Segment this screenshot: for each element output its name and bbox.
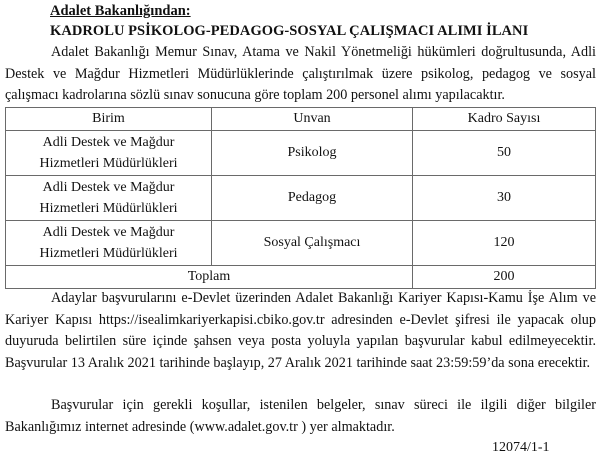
total-label: Toplam — [6, 266, 413, 289]
cell-unvan: Psikolog — [212, 131, 413, 176]
header-unvan: Unvan — [212, 108, 413, 131]
birim-line: Adli Destek ve Mağdur — [42, 179, 175, 195]
cell-kadro: 120 — [413, 221, 596, 266]
cell-unvan: Sosyal Çalışmacı — [212, 221, 413, 266]
table-total-row — [6, 266, 596, 289]
table-header-row — [6, 108, 596, 131]
cell-birim — [6, 131, 212, 176]
table-row — [6, 176, 596, 221]
intro-paragraph: Adalet Bakanlığı Memur Sınav, Atama ve Nakil Yönetmeliği hükümleri doğrultusunda, Adli Destek ve Mağdur Hizmetleri Müdürlüklerinde çalıştırılmak üzere psikolog, pedagog ve sosyal çalışmacı kadrolarına sözlü sınav sonucuna göre toplam 200 personel alımı yapılacaktır. — [5, 44, 596, 103]
birim-line: Hizmetleri Müdürlükleri — [39, 201, 178, 216]
header-kadro-sayisi: Kadro Sayısı — [413, 108, 596, 131]
birim-line: Adli Destek ve Mağdur — [42, 224, 175, 240]
application-paragraph: Adaylar başvurularını e-Devlet üzerinden Adalet Bakanlığı Kariyer Kapısı-Kamu İşe Alım ve Kariyer Kapısı https://isealimkariyerkapisi.cbiko.gov.tr adresinden e-Devlet şifresi ile yapacak olup duyuruda belirtilen süre içinde şahsen veya posta yoluyla yapılan başvurular kabul edilmeyecektir. Başvurular 13 Aralık 2021 tarihinde başlayıp, 27 Aralık 2021 tarihinde saat 23:59:59’da sona erecektir. — [5, 290, 596, 371]
position-table — [5, 107, 596, 289]
issuer-heading: Adalet Bakanlığından: — [50, 3, 191, 19]
total-value: 200 — [413, 266, 596, 289]
cell-kadro: 50 — [413, 131, 596, 176]
announcement-title: KADROLU PSİKOLOG-PEDAGOG-SOSYAL ÇALIŞMACI ALIMI İLANI — [50, 23, 529, 39]
info-paragraph: Başvurular için gerekli koşullar, istenilen belgeler, sınav süreci ile ilgili diğer bilgiler Bakanlığımız internet adresinde (www.adalet.gov.tr ) yer almaktadır. — [5, 397, 596, 435]
birim-line: Hizmetleri Müdürlükleri — [39, 156, 178, 171]
cell-birim — [6, 221, 212, 266]
table-row — [6, 221, 596, 266]
reference-code: 12074/1-1 — [492, 440, 550, 455]
birim-line: Adli Destek ve Mağdur — [42, 134, 175, 150]
cell-kadro: 30 — [413, 176, 596, 221]
cell-unvan: Pedagog — [212, 176, 413, 221]
birim-line: Hizmetleri Müdürlükleri — [39, 246, 178, 261]
cell-birim — [6, 176, 212, 221]
header-birim: Birim — [6, 108, 212, 131]
table-row — [6, 131, 596, 176]
